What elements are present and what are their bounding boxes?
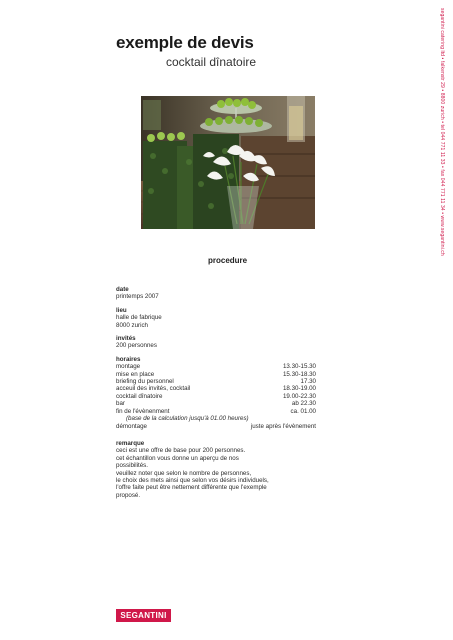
document-subtitle: cocktail dînatoire bbox=[166, 55, 257, 69]
schedule-time: 18.30-19.00 bbox=[282, 385, 316, 393]
horaires-block bbox=[116, 356, 316, 430]
schedule-row bbox=[116, 400, 316, 407]
schedule-row bbox=[116, 423, 316, 430]
remarque-label: remarque bbox=[116, 439, 145, 447]
schedule-name: démontage bbox=[116, 422, 147, 430]
schedule-row bbox=[116, 371, 316, 378]
segantini-logo: SEGANTINI bbox=[116, 609, 171, 622]
date-value: printemps 2007 bbox=[116, 293, 159, 301]
invites-block bbox=[116, 335, 316, 350]
remarque-line: le choix des mets ainsi que selon vos désirs individuels, bbox=[116, 476, 269, 484]
invites-value: 200 personnes bbox=[116, 342, 157, 350]
document-title: exemple de devis bbox=[116, 33, 254, 52]
schedule-name: cocktail dînatoire bbox=[116, 392, 163, 400]
horaires-label: horaires bbox=[116, 355, 141, 363]
remarque-line: l'offre faite peut être nettement différente que l'exemple bbox=[116, 484, 267, 492]
schedule-name: fin de l'évènenment bbox=[116, 407, 170, 415]
schedule-time: 13.30-15.30 bbox=[282, 363, 316, 371]
remarque-line: possibilités. bbox=[116, 462, 148, 470]
schedule-name: mise en place bbox=[116, 370, 155, 378]
schedule-row bbox=[116, 393, 316, 400]
schedule-row bbox=[116, 408, 316, 415]
schedule-name: briefing du personnel bbox=[116, 378, 174, 386]
procedure-content bbox=[116, 286, 316, 505]
remarque-line: ceci est une offre de base pour 200 personnes. bbox=[116, 447, 246, 455]
lieu-label: lieu bbox=[116, 306, 127, 314]
schedule-row bbox=[116, 363, 316, 370]
remarque-line: cet échantillon vous donne un aperçu de nos bbox=[116, 454, 239, 462]
date-block bbox=[116, 286, 316, 301]
schedule-time: 19.00-22.30 bbox=[282, 392, 316, 400]
schedule-time: juste après l'évènement bbox=[250, 422, 316, 430]
company-contact-vertical: segantini catering ltd • falkenstr 29 • 8800 zurich • tel 044 771 11 33 • fax 044 771 11 34 • www.segantini.ch bbox=[439, 8, 445, 256]
schedule-name: acceuil des invités, cocktail bbox=[116, 385, 191, 393]
section-title: procedure bbox=[208, 256, 248, 265]
remarque-line: proposé. bbox=[116, 491, 141, 499]
remarque-block bbox=[116, 440, 316, 499]
event-photo bbox=[141, 96, 315, 229]
lieu-line: 8000 zurich bbox=[116, 321, 148, 329]
invites-label: invités bbox=[116, 335, 136, 343]
schedule-time: 17.30 bbox=[300, 378, 316, 386]
schedule-name: montage bbox=[116, 363, 141, 371]
schedule-row bbox=[116, 385, 316, 392]
date-label: date bbox=[116, 286, 129, 293]
remarque-line: veuillez noter que selon le nombre de personnes, bbox=[116, 469, 252, 477]
schedule-row bbox=[116, 378, 316, 385]
event-photo-illustration bbox=[141, 96, 315, 229]
schedule-time: ab 22.30 bbox=[291, 400, 316, 408]
lieu-block bbox=[116, 307, 316, 329]
schedule-name: bar bbox=[116, 400, 125, 408]
schedule-time: ca. 01.00 bbox=[290, 407, 316, 415]
schedule-note: (base de la calculation jusqu'à 01.00 heures) bbox=[126, 415, 249, 423]
schedule-time: 15.30-18.30 bbox=[282, 370, 316, 378]
lieu-line: halle de fabrique bbox=[116, 314, 162, 322]
